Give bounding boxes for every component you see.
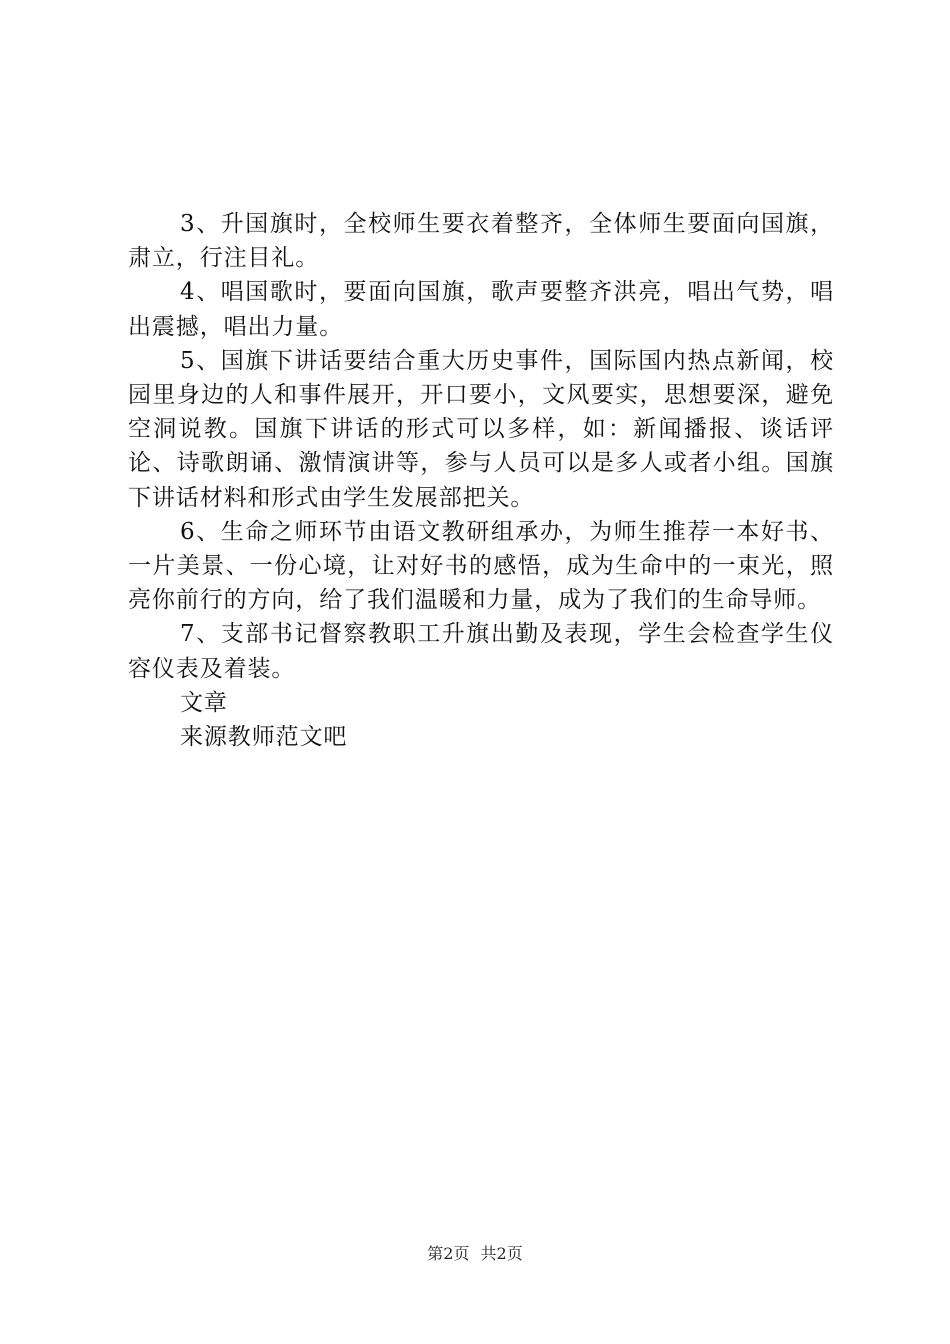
- paragraph-item-4: 4、唱国歌时，要面向国旗，歌声要整齐洪亮，唱出气势，唱出震撼，唱出力量。: [128, 279, 834, 340]
- source-line-origin: 来源教师范文吧: [180, 724, 348, 751]
- page-number-total: 共2页: [480, 1244, 523, 1263]
- page-number-current: 第2页: [427, 1244, 470, 1263]
- page-footer: [0, 1243, 950, 1265]
- source-line-article: 文章: [180, 689, 228, 716]
- paragraph-item-6: 6、生命之师环节由语文教研组承办，为师生推荐一本好书、一片美景、一份心境，让对好书的感悟，成为生命中的一束光，照亮你前行的方向，给了我们温暖和力量，成为了我们的生命导师。: [128, 518, 834, 614]
- paragraph-item-3: 3、升国旗时，全校师生要衣着整齐，全体师生要面向国旗，肃立，行注目礼。: [128, 211, 834, 272]
- paragraph-item-5: 5、国旗下讲话要结合重大历史事件，国际国内热点新闻，校园里身边的人和事件展开，开口要小，文风要实，思想要深，避免空洞说教。国旗下讲话的形式可以多样，如：新闻播报、谈话评论、诗歌朗诵、激情演讲等，参与人员可以是多人或者小组。国旗下讲话材料和形式由学生发展部把关。: [128, 347, 834, 511]
- document-body: [128, 207, 834, 754]
- paragraph-item-7: 7、支部书记督察教职工升旗出勤及表现，学生会检查学生仪容仪表及着装。: [128, 621, 834, 682]
